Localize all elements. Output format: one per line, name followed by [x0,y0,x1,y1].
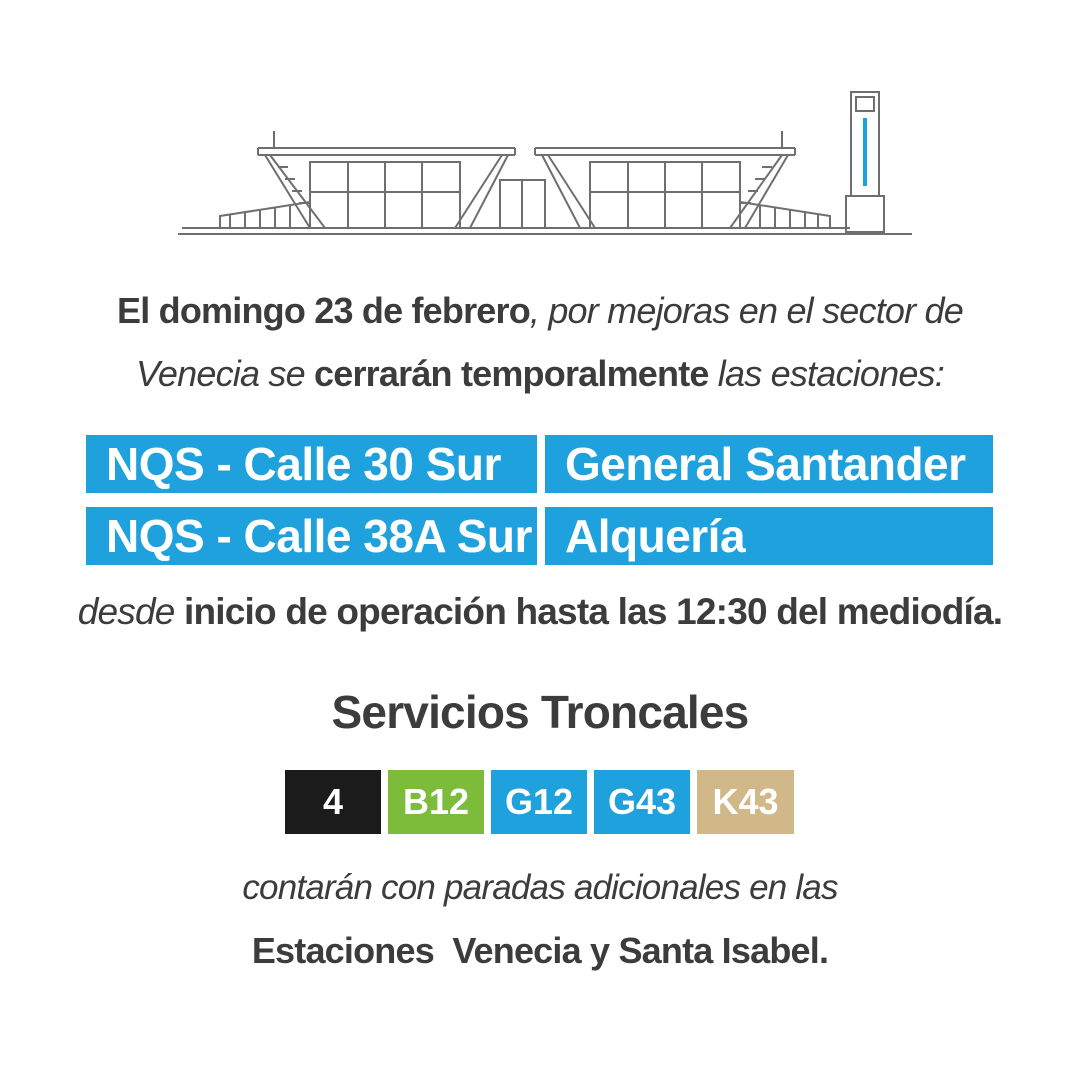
station-general-santander: General Santander [545,435,993,493]
route-badge-g12: G12 [491,770,587,834]
station-nqs-calle-38a-sur: NQS - Calle 38A Sur [86,507,537,565]
intro-reason: , por mejoras en el sector de [529,290,963,331]
route-badge-b12: B12 [388,770,484,834]
route-badge-4: 4 [285,770,381,834]
schedule-hours: inicio de operación hasta las 12:30 del mediodía. [184,591,1003,632]
route-badge-k43: K43 [697,770,794,834]
route-badge-g43: G43 [594,770,690,834]
intro-line-2 [0,352,1080,396]
schedule-line [0,590,1080,634]
intro-date: El domingo 23 de febrero [117,290,530,331]
intro-sector: Venecia se [136,353,315,394]
intro-closure: cerrarán temporalmente [314,353,709,394]
closing-text-1: contarán con paradas adicionales en las [242,868,838,907]
closing-line-1 [0,866,1080,910]
station-building-illustration [170,82,920,242]
intro-stations: las estaciones: [708,353,944,394]
schedule-from: desde [77,591,185,632]
station-alqueria: Alquería [545,507,993,565]
station-nqs-calle-30-sur: NQS - Calle 30 Sur [86,435,537,493]
route-badges [285,770,805,834]
intro-line-1 [0,289,1080,333]
closing-text-2: Estaciones Venecia y Santa Isabel. [251,930,829,971]
services-title: Servicios Troncales [331,686,749,738]
closing-line-2 [0,929,1080,973]
